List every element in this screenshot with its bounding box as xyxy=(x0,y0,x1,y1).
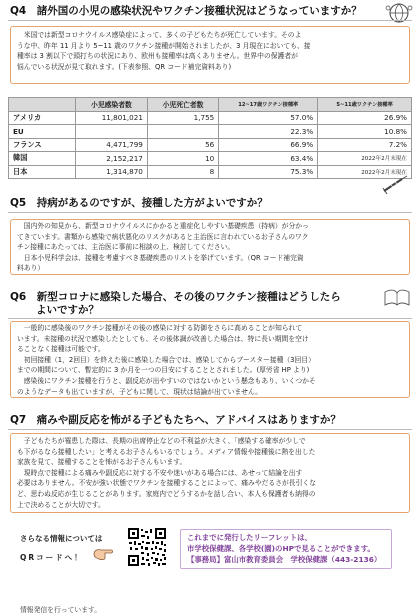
q4-title: Q4 諸外国の小児の感染状況やワクチン接種状況はどうなっていますか？ xyxy=(10,5,362,17)
q6-text: 一般的に感染後のワクチン接種がその後の感染に対する防御をさらに高めることが知られて います。未接種の状況で感染したとしても、その後体調が改善した場合は、特に長い期間を空け ることなく接種は可能です。 初回接種（1，2回目）を終えた後に感染した場合では、感染してからブースター接種（3回目） までの期間について、暫定的に 3 か月を一つの目安にすることとされました。(厚労省 HP より) 感染後にワクチン接種を行うと、副反応が出やすいのではないかという懸念もあり、いくつかそ のようなデータも出ていますが、子どもに関して、現状は結論が出ていません。 xyxy=(17,324,316,396)
vaccination-table xyxy=(8,97,412,179)
header-deaths: 小児死亡者数 xyxy=(147,98,218,112)
q6-title: Q6 新型コロナに感染した場合、その後のワクチン接種はどうしたら xyxy=(10,291,341,303)
table-row: EU 22.3% 10.8% xyxy=(9,125,412,139)
q7-divider xyxy=(8,429,412,430)
footer-cut-text: 情報発信を行っています。 xyxy=(20,606,102,614)
q7-box xyxy=(10,433,410,513)
leaflet-info-box xyxy=(180,529,392,569)
q6-title-line2: よいですか？ xyxy=(36,304,99,316)
table-header-row xyxy=(9,98,412,112)
table-row: 日本 1,314,870 8 75.3% 2022年2月末現在 xyxy=(9,165,412,179)
table-row: アメリカ 11,801,021 1,755 57.0% 26.9% xyxy=(9,111,412,125)
header-rate5: 5~11歳ワクチン接種率 xyxy=(318,98,412,112)
more-info-label: さらなる情報については QRコードへ！ xyxy=(20,534,103,562)
qr-code[interactable] xyxy=(127,527,167,567)
q4-text: 米国では新型コロナウイルス感染症によって、多くの子どもたちが死亡しています。そのよ うな中、昨年 11 月より 5~11 歳のワクチン接種が開始されましたが、3 月現在においても、接 種率は 3 割以下で頭打ちの状況にあり、欧州も接種率は高くありません。世界中の保護者が 悩んでいる状況が見て取れます。(下表参照、QR コード補完資料あり) xyxy=(17,31,311,71)
q5-title: Q5 持病があるのですが、接種した方がよいですか？ xyxy=(10,197,268,209)
pointing-hand-icon xyxy=(92,545,114,561)
syringe-icon xyxy=(380,175,410,195)
q7-text: 子どもたちが罹患した際は、長期の出席停止などの不利益が大きく、「感染する確率が少しで も下がるなら接種したい」と考えるお子さんもいるでしょう。メディア情報や接種後に熱を出した 家族を見て、接種することを怖がるお子さんもいます。 現時点で接種による痛みや副反応に対する不安や迷いがある場合には、あせって結論を出す 必要はありません。不安が強い状態でワクチンを接種することによって、痛みやだるさが長引くな ど、思わぬ反応が生じることがあります。家庭内でどうするかを話し合い、本人も保護者も納得の 上で決めることが大切です。 xyxy=(17,437,316,509)
q6-divider xyxy=(8,318,412,319)
header-rate12: 12~17歳ワクチン接種率 xyxy=(219,98,318,112)
table-row: フランス 4,471,799 56 66.9% 7.2% xyxy=(9,138,412,152)
q4-box xyxy=(10,26,410,84)
leaflet-info-line1: これまでに発行したリーフレットは、 xyxy=(187,533,312,542)
q5-divider xyxy=(8,212,412,213)
q7-title: Q7 痛みや副反応を怖がる子どもたちへ、アドバイスはありますか？ xyxy=(10,414,341,426)
q5-box xyxy=(10,219,410,275)
q5-text: 国内外の知見から、新型コロナウイルスにかかると重症化しやすい基礎疾患（持病）が分かっ てきています。書類から感染で病状悪化のリスクがあると主治医に言われているお子さんのワク チン接種にあたっては、主治医に事前に相談の上、検討してください。 日本小児科学会は、接種を考慮すべき基礎疾患のリストを挙げています。（QR コード補完資 料あり） xyxy=(17,222,309,273)
q6-box xyxy=(10,321,410,398)
table-row: 韓国 2,152,217 10 63.4% 2022年2月末現在 xyxy=(9,152,412,166)
q4-divider xyxy=(8,20,412,21)
office-contact: 【事務局】富山市教育委員会 学校保健課（443-2136） xyxy=(187,555,382,564)
header-cases: 小児感染者数 xyxy=(76,98,148,112)
book-icon xyxy=(383,287,411,307)
leaflet-info-line2: 市学校保健課、各学校(園)のHPで見ることができます。 xyxy=(187,544,375,553)
